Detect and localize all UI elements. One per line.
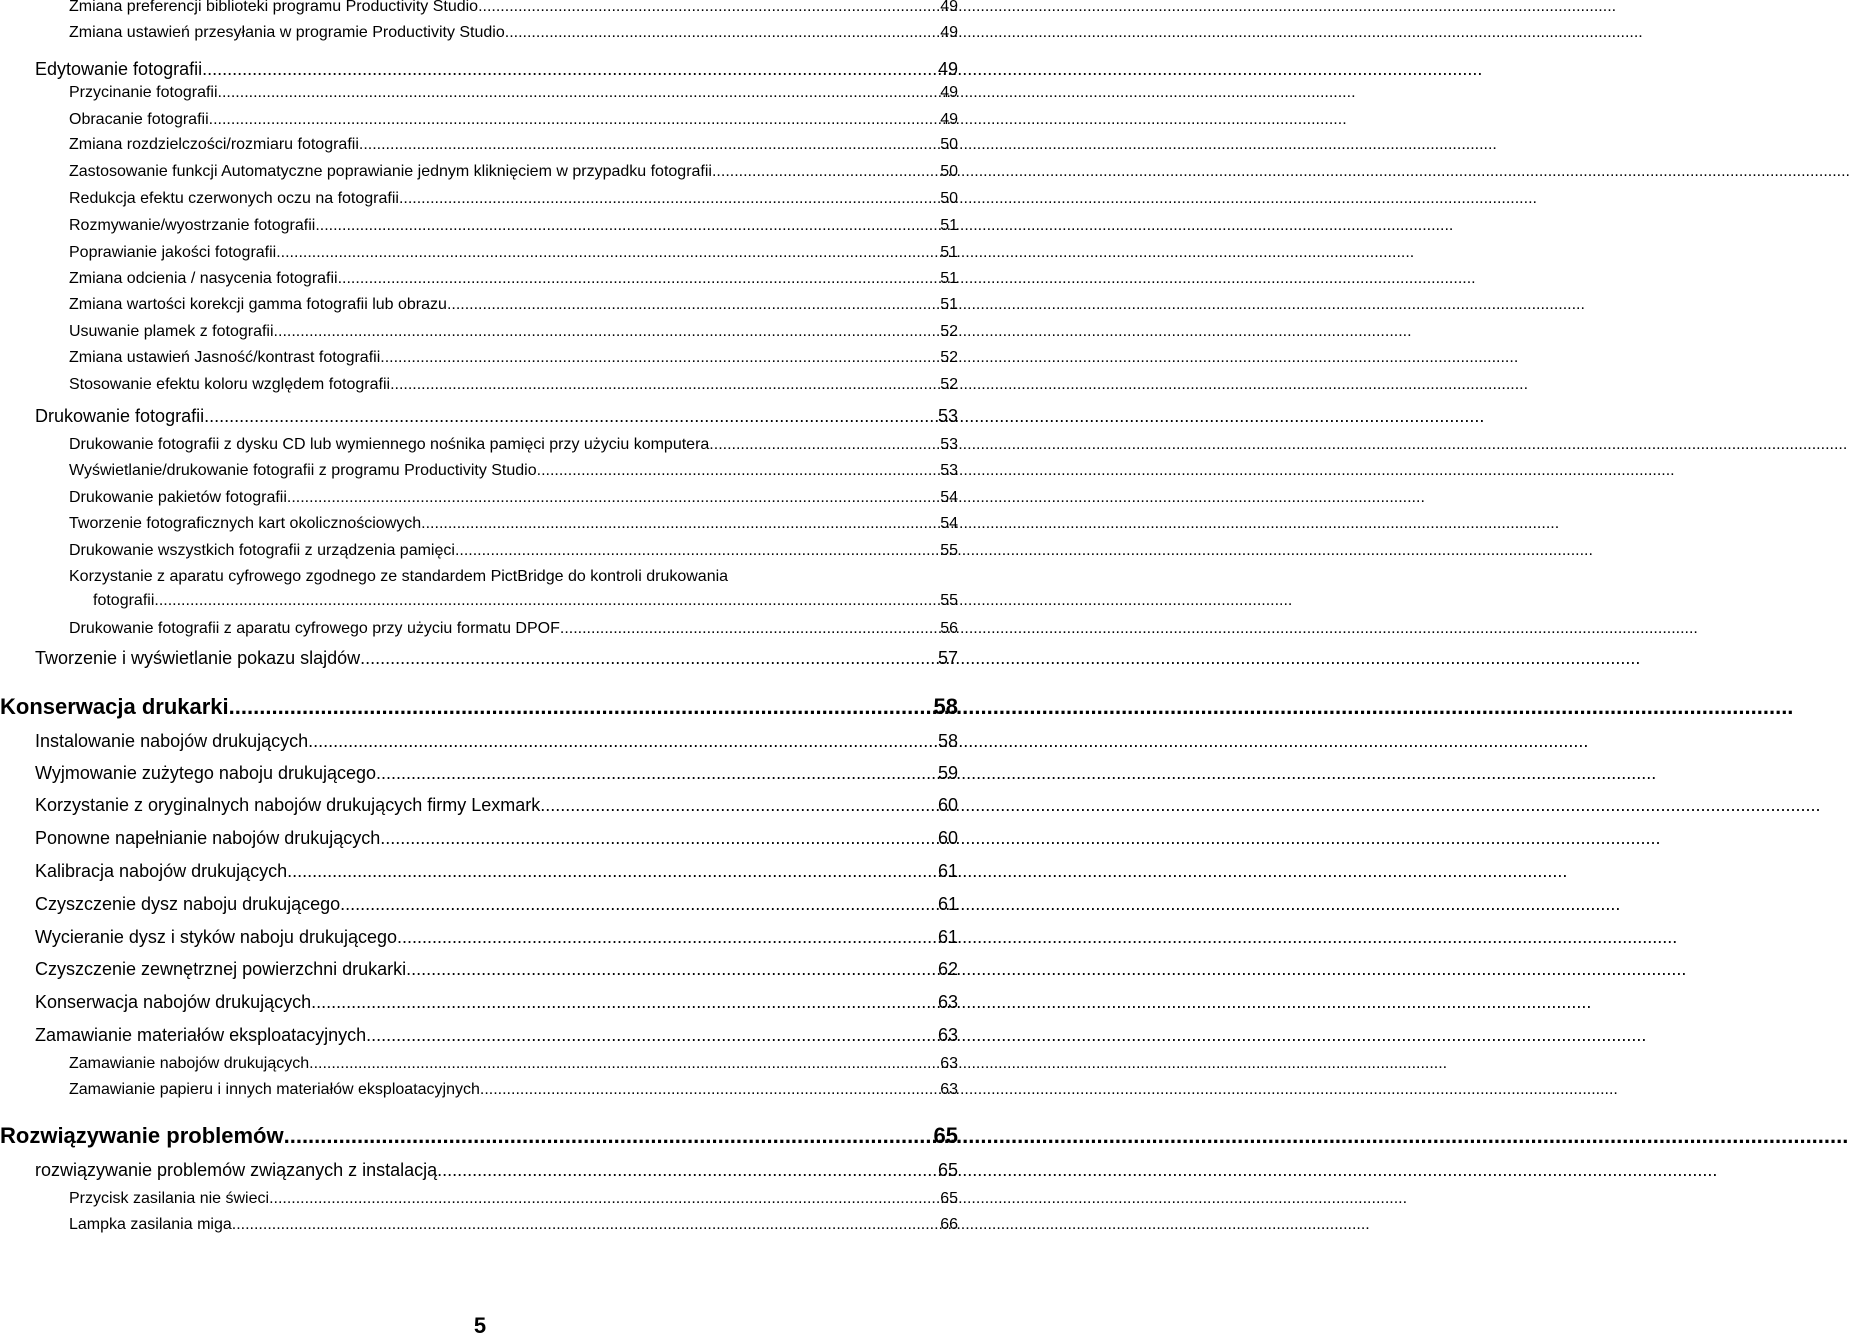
toc-entry-title: Korzystanie z oryginalnych nabojów drukujących firmy Lexmark — [35, 795, 541, 815]
toc-entry-title: Drukowanie wszystkich fotografii z urządzenia pamięci — [69, 542, 455, 559]
toc-entry[interactable] — [69, 190, 958, 208]
toc-entry[interactable] — [69, 163, 958, 181]
toc-entry-page: 49 — [940, 0, 958, 15]
toc-entry[interactable] — [69, 515, 958, 533]
toc-entry[interactable] — [69, 436, 958, 454]
toc-entry-page: 51 — [940, 244, 958, 261]
toc-entry[interactable] — [69, 489, 958, 507]
toc-entry[interactable] — [35, 763, 958, 784]
dot-leader — [709, 436, 939, 454]
toc-entry[interactable] — [35, 894, 958, 915]
toc-entry-page: 55 — [940, 542, 958, 559]
dot-leader — [340, 894, 937, 915]
dot-leader — [154, 592, 939, 610]
toc-entry[interactable] — [69, 217, 958, 235]
dot-leader — [232, 1216, 939, 1234]
dot-leader — [359, 136, 939, 154]
dot-leader — [560, 620, 939, 638]
toc-entry-title: Edytowanie fotografii — [35, 59, 203, 79]
toc-entry-title: Drukowanie fotografii — [35, 406, 205, 426]
toc-entry[interactable] — [69, 542, 958, 560]
toc-entry[interactable] — [35, 861, 958, 882]
toc-entry-title: Ponowne napełnianie nabojów drukujących — [35, 828, 381, 848]
toc-entry-title: Korzystanie z aparatu cyfrowego zgodnego ze standardem PictBridge do kontroli drukowania — [69, 568, 729, 585]
toc-entry[interactable] — [69, 84, 958, 102]
toc-entry[interactable] — [35, 828, 958, 849]
dot-leader — [315, 217, 939, 235]
toc-entry-page: 60 — [937, 828, 958, 848]
toc-entry-page: 61 — [937, 894, 958, 914]
toc-entry-page: 65 — [933, 1123, 958, 1148]
dot-leader — [421, 515, 939, 533]
dot-leader — [229, 694, 933, 719]
dot-leader — [406, 959, 937, 980]
toc-entry[interactable] — [69, 296, 958, 314]
toc-entry[interactable] — [35, 406, 958, 427]
toc-entry-continuation[interactable] — [93, 592, 958, 610]
toc-entry-page: 66 — [940, 1216, 958, 1233]
toc-entry-page: 54 — [940, 489, 958, 506]
toc-entry-page: 52 — [940, 376, 958, 393]
toc-entry-page: 60 — [937, 795, 958, 815]
toc-entry[interactable] — [35, 927, 958, 948]
dot-leader — [397, 927, 937, 948]
toc-entry-page: 55 — [940, 592, 958, 609]
toc-entry-title: Redukcja efektu czerwonych oczu na fotografii — [69, 190, 399, 207]
toc-entry-page: 63 — [940, 1081, 958, 1098]
dot-leader — [712, 163, 939, 181]
toc-entry-page: 49 — [940, 84, 958, 101]
dot-leader — [540, 795, 937, 816]
dot-leader — [447, 296, 939, 314]
toc-entry[interactable] — [69, 349, 958, 367]
toc-entry-title: Zmiana ustawień Jasność/kontrast fotografii — [69, 349, 381, 366]
dot-leader — [269, 1190, 939, 1208]
toc-entry[interactable] — [69, 620, 958, 638]
toc-entry-title: Zmiana odcienia / nasycenia fotografii — [69, 270, 338, 287]
toc-entry-page: 50 — [940, 190, 958, 207]
toc-entry-title: Zmiana wartości korekcji gamma fotografii lub obrazu — [69, 296, 447, 313]
toc-entry-page: 65 — [937, 1160, 958, 1180]
dot-leader — [309, 1055, 939, 1073]
toc-entry-page: 53 — [940, 436, 958, 453]
toc-entry[interactable] — [35, 648, 958, 669]
toc-entry-page: 57 — [937, 648, 958, 668]
toc-entry-page: 63 — [937, 992, 958, 1012]
toc-entry-page: 63 — [937, 1025, 958, 1045]
dot-leader — [380, 349, 939, 367]
toc-entry-title: Konserwacja drukarki — [0, 694, 229, 719]
toc-entry-title: Rozwiązywanie problemów — [0, 1123, 284, 1148]
toc-entry-page: 65 — [940, 1190, 958, 1207]
toc-entry-title: rozwiązywanie problemów związanych z instalacją — [35, 1160, 438, 1180]
toc-entry-title: Usuwanie plamek z fotografii — [69, 323, 274, 340]
toc-entry-title: Zamawianie nabojów drukujących — [69, 1055, 310, 1072]
toc-entry-page: 50 — [940, 136, 958, 153]
toc-entry-page: 54 — [940, 515, 958, 532]
dot-leader — [360, 648, 937, 669]
toc-entry-title: Zmiana preferencji biblioteki programu Productivity Studio — [69, 0, 479, 15]
toc-entry-title: Lampka zasilania miga — [69, 1216, 232, 1233]
dot-leader — [376, 763, 937, 784]
toc-entry-page: 52 — [940, 349, 958, 366]
toc-entry[interactable] — [35, 731, 958, 752]
toc-entry-page: 49 — [940, 111, 958, 128]
toc-entry-title: Wyświetlanie/drukowanie fotografii z programu Productivity Studio — [69, 462, 537, 479]
toc-entry-page: 51 — [940, 296, 958, 313]
dot-leader — [380, 828, 937, 849]
toc-entry-title: Wyjmowanie zużytego naboju drukującego — [35, 763, 377, 783]
toc-entry[interactable] — [69, 462, 958, 480]
toc-entry[interactable] — [69, 1216, 958, 1234]
dot-leader — [202, 59, 937, 80]
toc-entry-page: 63 — [940, 1055, 958, 1072]
toc-entry-page: 51 — [940, 217, 958, 234]
toc-entry-title: Tworzenie fotograficznych kart okolicznościowych — [69, 515, 422, 532]
toc-entry-page: 59 — [937, 763, 958, 783]
dot-leader — [287, 861, 937, 882]
toc-entry-page: 52 — [940, 323, 958, 340]
toc-entry-page: 58 — [937, 731, 958, 751]
dot-leader — [480, 1081, 939, 1099]
toc-entry-page: 51 — [940, 270, 958, 287]
toc-entry-page: 53 — [937, 406, 958, 426]
toc-entry-title: Obracanie fotografii — [69, 111, 209, 128]
toc-entry-page: 49 — [937, 59, 958, 79]
dot-leader — [287, 489, 939, 507]
dot-leader — [204, 406, 937, 427]
dot-leader — [505, 24, 939, 42]
toc-entry[interactable] — [69, 244, 958, 262]
dot-leader — [478, 0, 939, 16]
toc-entry[interactable] — [69, 270, 958, 288]
toc-entry-title: Czyszczenie dysz naboju drukującego — [35, 894, 341, 914]
toc-entry[interactable] — [35, 992, 958, 1013]
dot-leader — [209, 111, 940, 129]
toc-entry-title: Kalibracja nabojów drukujących — [35, 861, 288, 881]
toc-entry-title: Przycinanie fotografii — [69, 84, 218, 101]
toc-entry[interactable] — [35, 59, 958, 80]
toc-entry[interactable] — [35, 1160, 958, 1181]
dot-leader — [284, 1123, 933, 1148]
toc-entry[interactable] — [35, 795, 958, 816]
toc-entry-title: Drukowanie fotografii z dysku CD lub wymiennego nośnika pamięci przy użyciu komputera — [69, 436, 710, 453]
dot-leader — [308, 731, 937, 752]
dot-leader — [399, 190, 939, 208]
dot-leader — [437, 1160, 937, 1181]
dot-leader — [537, 462, 940, 480]
toc-entry[interactable] — [69, 136, 958, 154]
dot-leader — [390, 376, 939, 394]
toc-entry[interactable] — [69, 568, 728, 586]
toc-entry[interactable] — [69, 1081, 958, 1099]
toc-entry[interactable] — [0, 1123, 958, 1148]
toc-entry-title: Zmiana ustawień przesyłania w programie Productivity Studio — [69, 24, 505, 41]
toc-entry-title: Zamawianie papieru i innych materiałów eksploatacyjnych — [69, 1081, 480, 1098]
toc-entry[interactable] — [35, 959, 958, 980]
toc-entry-page: 61 — [937, 861, 958, 881]
dot-leader — [218, 84, 940, 102]
dot-leader — [338, 270, 940, 288]
toc-entry-page: 58 — [933, 694, 958, 719]
toc-entry-title: Czyszczenie zewnętrznej powierzchni drukarki — [35, 959, 407, 979]
toc-entry[interactable] — [69, 0, 958, 16]
toc-entry-title: Drukowanie pakietów fotografii — [69, 489, 287, 506]
dot-leader — [366, 1025, 937, 1046]
toc-entry[interactable] — [69, 111, 958, 129]
dot-leader — [276, 244, 939, 262]
toc-entry[interactable] — [69, 1055, 958, 1073]
dot-leader — [455, 542, 939, 560]
toc-entry[interactable] — [35, 1025, 958, 1046]
toc-entry-page: 49 — [940, 24, 958, 41]
toc-entry-title: Zmiana rozdzielczości/rozmiaru fotografii — [69, 136, 359, 153]
toc-entry[interactable] — [0, 694, 958, 719]
toc-entry[interactable] — [69, 24, 958, 42]
toc-entry-page: 61 — [937, 927, 958, 947]
toc-entry-page: 56 — [940, 620, 958, 637]
toc-entry-title: Instalowanie nabojów drukujących — [35, 731, 309, 751]
toc-entry-title: Tworzenie i wyświetlanie pokazu slajdów — [35, 648, 361, 668]
toc-entry-title: Wycieranie dysz i styków naboju drukującego — [35, 927, 398, 947]
toc-entry-page: 62 — [937, 959, 958, 979]
dot-leader — [274, 323, 940, 341]
toc-entry-title: Stosowanie efektu koloru względem fotografii — [69, 376, 391, 393]
toc-entry[interactable] — [69, 323, 958, 341]
toc-entry-title-continuation: fotografii — [93, 592, 155, 609]
toc-entry-title: Rozmywanie/wyostrzanie fotografii — [69, 217, 316, 234]
toc-entry-title: Zastosowanie funkcji Automatyczne poprawianie jednym kliknięciem w przypadku fotografii — [69, 163, 712, 180]
page-number: 5 — [473, 1313, 487, 1338]
toc-entry-title: Zamawianie materiałów eksploatacyjnych — [35, 1025, 367, 1045]
toc-entry[interactable] — [69, 1190, 958, 1208]
toc-entry-title: Poprawianie jakości fotografii — [69, 244, 277, 261]
toc-entry-page: 50 — [940, 163, 958, 180]
dot-leader — [311, 992, 937, 1013]
toc-entry-title: Konserwacja nabojów drukujących — [35, 992, 312, 1012]
toc-entry-page: 53 — [940, 462, 958, 479]
toc-entry-title: Drukowanie fotografii z aparatu cyfrowego przy użyciu formatu DPOF — [69, 620, 560, 637]
toc-entry-title: Przycisk zasilania nie świeci — [69, 1190, 270, 1207]
toc-entry[interactable] — [69, 376, 958, 394]
